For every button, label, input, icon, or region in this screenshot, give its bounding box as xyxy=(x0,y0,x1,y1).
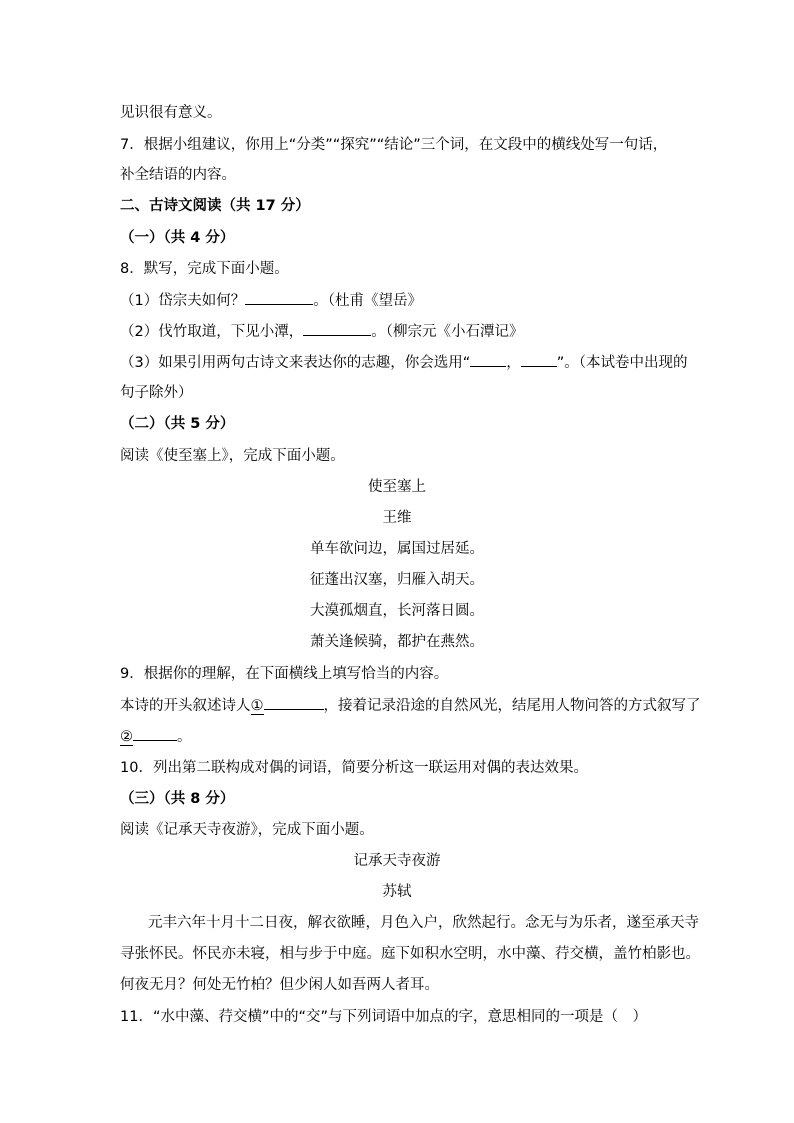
reading-instruction-2: 阅读《记承天寺夜游》，完成下面小题。 xyxy=(120,822,374,838)
answer-blank[interactable] xyxy=(133,726,177,741)
poem-line: 单车欲问边，属国过居延。 xyxy=(310,541,484,557)
section-2-heading: 二、古诗文阅读（共 17 分） xyxy=(120,198,310,214)
prose-author: 苏轼 xyxy=(382,884,412,900)
subsection-1-heading: （一）（共 4 分） xyxy=(120,230,235,246)
q8-3-prompt: （3）如果引用两句古诗文来表达你的志趣，你会选用“ xyxy=(120,355,471,371)
q8-2-prompt: （2）伐竹取道，下见小潭， xyxy=(120,324,304,340)
question-9-line-1 xyxy=(120,695,701,716)
question-8-2 xyxy=(120,321,523,342)
question-7: 7．根据小组建议，你用上“分类”“探究”“结论”三个词，在文段中的横线处写一句话， xyxy=(120,137,668,153)
answer-blank[interactable] xyxy=(521,352,557,367)
q8-1-prompt: （1）岱宗夫如何？ xyxy=(120,293,246,309)
poem-author: 王维 xyxy=(382,510,412,526)
question-8-3-cont: 句子除外） xyxy=(120,385,193,401)
prose-paragraph-line: 寻张怀民。怀民亦未寝，相与步于中庭。庭下如积水空明，水中藻、荇交横，盖竹柏影也。 xyxy=(120,946,700,962)
q9-text-a: 本诗的开头叙述诗人 xyxy=(120,698,251,714)
poem-line: 萧关逢候骑，都护在燕然。 xyxy=(310,634,484,650)
question-10: 10．列出第二联构成对偶的词语，简要分析这一联运用对偶的表达效果。 xyxy=(120,760,588,776)
answer-blank[interactable] xyxy=(303,321,371,336)
blank-marker-2: ② xyxy=(120,729,133,745)
prose-title: 记承天寺夜游 xyxy=(353,853,441,869)
reading-instruction-1: 阅读《使至塞上》，完成下面小题。 xyxy=(120,448,345,464)
question-7-cont: 补全结语的内容。 xyxy=(120,167,236,183)
question-8: 8．默写，完成下面小题。 xyxy=(120,261,289,277)
q9-text-c: 。 xyxy=(177,729,192,745)
prose-paragraph-line: 元丰六年十月十二日夜，解衣欲睡，月色入户，欣然起行。念无与为乐者，遂至承天寺 xyxy=(148,915,699,931)
text-line: 见识很有意义。 xyxy=(120,105,222,121)
q8-3-tail: ”。（本试卷中出现的 xyxy=(556,355,688,371)
q8-3-comma: ， xyxy=(506,355,521,371)
q9-text-b: ，接着记录沿途的自然风光，结尾用人物问答的方式叙写了 xyxy=(323,698,701,714)
q8-2-source: 。（柳宗元《小石潭记》 xyxy=(371,324,524,340)
answer-blank[interactable] xyxy=(264,695,324,710)
answer-blank[interactable] xyxy=(245,290,313,305)
question-11: 11．“水中藻、荇交横”中的“交”与下列词语中加点的字，意思相同的一项是（ ） xyxy=(120,1009,647,1025)
question-9: 9．根据你的理解，在下面横线上填写恰当的内容。 xyxy=(120,666,449,682)
question-8-1 xyxy=(120,290,422,311)
poem-title: 使至塞上 xyxy=(368,479,426,495)
subsection-2-heading: （二）（共 5 分） xyxy=(120,416,235,432)
question-8-3 xyxy=(120,352,688,373)
blank-marker-1: ① xyxy=(250,698,264,714)
q8-1-source: 。（杜甫《望岳》 xyxy=(313,293,422,309)
poem-line: 征蓬出汉塞，归雁入胡天。 xyxy=(310,572,484,588)
prose-paragraph-line: 何夜无月？何处无竹柏？但少闲人如吾两人者耳。 xyxy=(120,977,439,993)
poem-line: 大漠孤烟直，长河落日圆。 xyxy=(310,603,484,619)
question-9-line-2 xyxy=(120,726,192,747)
answer-blank[interactable] xyxy=(470,352,506,367)
subsection-3-heading: （三）（共 8 分） xyxy=(120,791,235,807)
